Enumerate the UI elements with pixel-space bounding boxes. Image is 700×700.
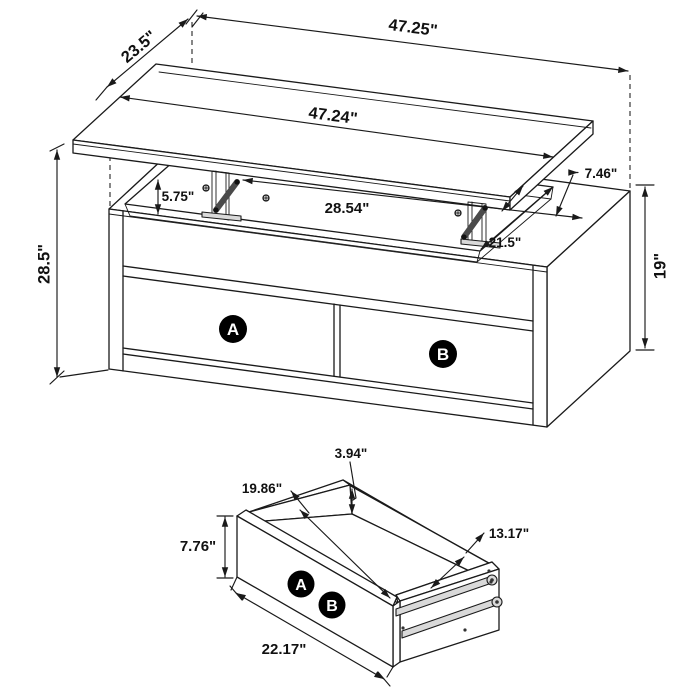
dim-top-depth-label: 23.5" xyxy=(117,27,161,67)
dim-front-width-label: 22.17" xyxy=(261,641,307,658)
dim-lift-height-label: 5.75" xyxy=(161,189,195,204)
dim-front-height-label: 7.76" xyxy=(179,538,217,555)
break-marks xyxy=(186,10,203,27)
dim-inner-width-label: 28.54" xyxy=(324,200,370,217)
dim-interior-width-leader xyxy=(466,533,484,553)
strut-pin xyxy=(461,234,466,239)
drawer-a-badge xyxy=(219,315,247,343)
dim-opening-depth-label: 21.5" xyxy=(488,235,522,250)
screw-dot xyxy=(401,626,404,629)
dim-top-length-label: 47.24" xyxy=(307,103,359,129)
dim-back-height-label: 3.94" xyxy=(334,446,368,461)
dim-interior-width-label: 13.17" xyxy=(488,526,530,541)
screw-dot xyxy=(463,628,466,631)
dim-overall-width-label: 47.25" xyxy=(387,15,439,41)
drawer-b-badge-lower xyxy=(319,592,346,619)
badge-letter: A xyxy=(226,320,240,339)
strut-pin xyxy=(213,207,218,212)
badge-letter: B xyxy=(326,598,338,615)
dim-overall-height-label: 28.5" xyxy=(35,244,54,284)
dim-extension xyxy=(96,87,107,100)
badge-letter: B xyxy=(436,345,450,364)
dim-extension xyxy=(60,370,108,377)
dim-base-height-label: 19" xyxy=(651,252,670,280)
strut-pin xyxy=(482,205,487,210)
dim-interior-length-label: 19.86" xyxy=(241,481,283,496)
lift-top-table-figure xyxy=(36,10,670,427)
screw-dot xyxy=(487,569,490,572)
rail-roller-hub xyxy=(495,600,499,604)
badge-letter: A xyxy=(295,577,307,594)
drawer-a-badge-lower xyxy=(288,571,315,598)
dim-back-rail-label: 7.46" xyxy=(584,166,618,181)
strut-pin xyxy=(234,179,239,184)
drawer-figure xyxy=(180,446,529,686)
screw-dot xyxy=(489,580,492,583)
drawer-b-badge xyxy=(429,340,457,368)
